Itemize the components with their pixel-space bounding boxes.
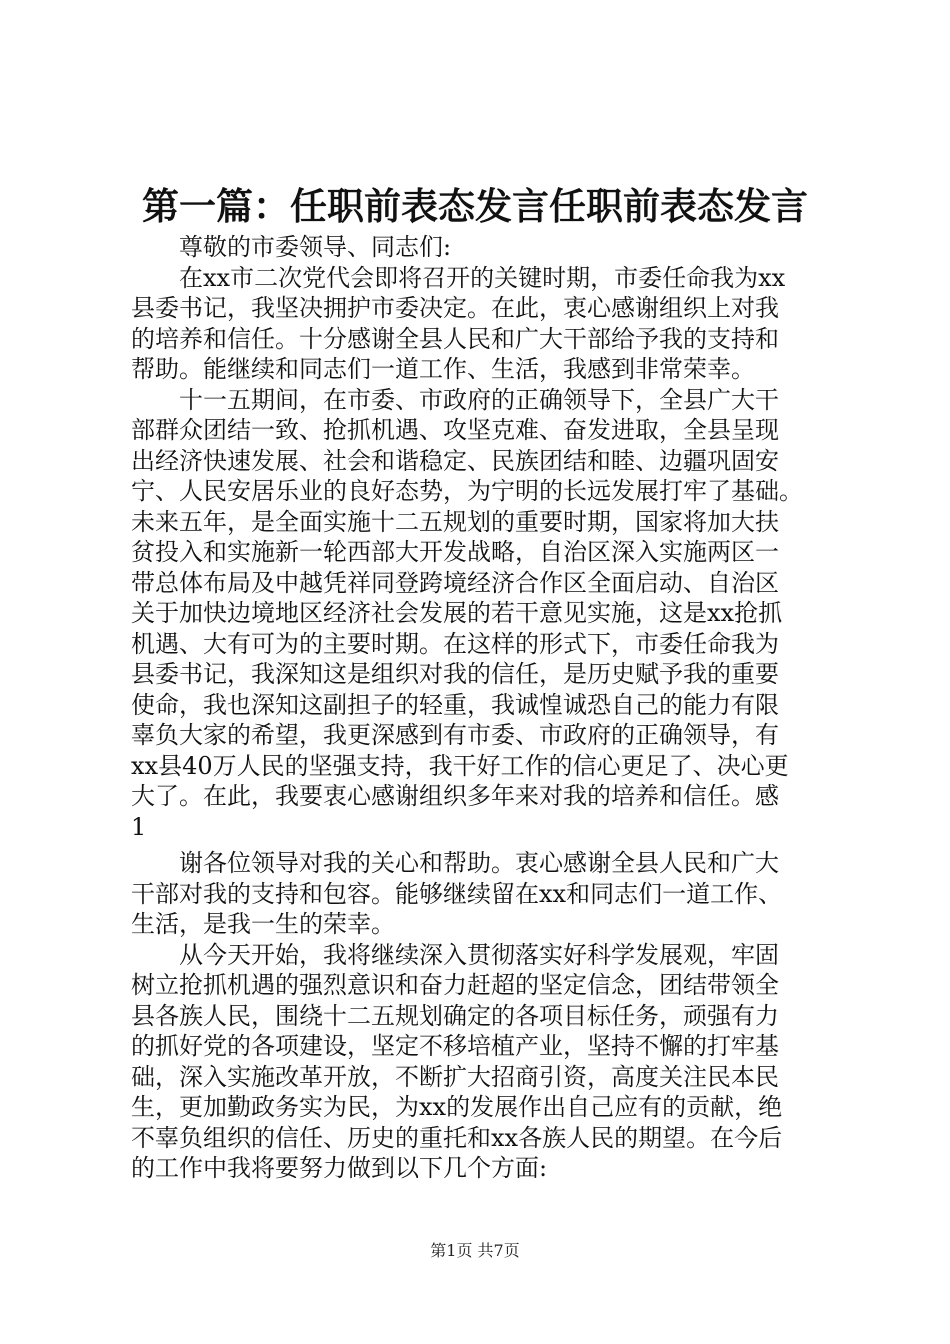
page-footer: 第1页 共7页 xyxy=(430,1241,520,1260)
document-body xyxy=(131,232,841,1184)
text-line: 部群众团结一致、抢抓机遇、攻坚克难、奋发进取，全县呈现 xyxy=(131,416,779,444)
text-line: 机遇、大有可为的主要时期。在这样的形式下，市委任命我为 xyxy=(131,629,779,658)
text-line: 宁、人民安居乐业的良好态势，为宁明的长远发展打牢了基础。 xyxy=(131,477,803,505)
text-line: 不辜负组织的信任、历史的重托和xx各族人民的期望。在今后 xyxy=(131,1123,783,1152)
text-line: 带总体布局及中越凭祥同登跨境经济合作区全面启动、自治区 xyxy=(131,568,779,597)
text-line: 出经济快速发展、社会和谐稳定、民族团结和睦、边疆巩固安 xyxy=(131,446,779,475)
text-line: 使命，我也深知这副担子的轻重，我诚惶诚恐自己的能力有限 xyxy=(131,690,779,719)
text-line: 县委书记，我深知这是组织对我的信任，是历史赋予我的重要 xyxy=(131,660,779,688)
text-line: 础，深入实施改革开放，不断扩大招商引资，高度关注民本民 xyxy=(131,1062,779,1091)
text-line: 干部对我的支持和包容。能够继续留在xx和同志们一道工作、 xyxy=(131,879,783,908)
text-line: 尊敬的市委领导、同志们: xyxy=(179,233,452,261)
text-line: 的工作中我将要努力做到以下几个方面: xyxy=(131,1154,548,1182)
text-line: 辜负大家的希望，我更深感到有市委、市政府的正确领导，有 xyxy=(131,721,779,749)
text-line: 树立抢抓机遇的强烈意识和奋力赶超的坚定信念，团结带领全 xyxy=(131,971,779,999)
text-line: 十一五期间，在市委、市政府的正确领导下，全县广大干 xyxy=(179,385,779,414)
text-line: xx县40万人民的坚强支持，我干好工作的信心更足了、决心更 xyxy=(131,751,789,780)
text-line: 的培养和信任。十分感谢全县人民和广大干部给予我的支持和 xyxy=(131,324,779,353)
text-line: 从今天开始，我将继续深入贯彻落实好科学发展观，牢固 xyxy=(179,940,779,969)
text-line: 生，更加勤政务实为民，为xx的发展作出自己应有的贡献，绝 xyxy=(131,1093,783,1121)
text-line: 谢各位领导对我的关心和帮助。衷心感谢全县人民和广大 xyxy=(179,849,779,877)
document-title: 第一篇：任职前表态发言任职前表态发言 xyxy=(142,185,808,228)
text-line: 未来五年，是全面实施十二五规划的重要时期，国家将加大扶 xyxy=(131,507,779,536)
text-line: 大了。在此，我要衷心感谢组织多年来对我的培养和信任。感 xyxy=(131,782,779,810)
text-line: 的抓好党的各项建设，坚定不移培植产业，坚持不懈的打牢基 xyxy=(131,1032,779,1060)
text-line: 县各族人民，围绕十二五规划确定的各项目标任务，顽强有力 xyxy=(131,1001,779,1030)
text-line: 生活，是我一生的荣幸。 xyxy=(131,910,395,938)
text-line: 贫投入和实施新一轮西部大开发战略，自治区深入实施两区一 xyxy=(131,538,779,566)
text-line: 县委书记，我坚决拥护市委决定。在此，衷心感谢组织上对我 xyxy=(131,294,779,322)
text-line: 帮助。能继续和同志们一道工作、生活，我感到非常荣幸。 xyxy=(131,355,755,383)
page-number-inline: 1 xyxy=(131,812,147,841)
text-line: 关于加快边境地区经济社会发展的若干意见实施，这是xx抢抓 xyxy=(131,599,783,627)
text-line: 在xx市二次党代会即将召开的关键时期，市委任命我为xx xyxy=(179,263,786,292)
